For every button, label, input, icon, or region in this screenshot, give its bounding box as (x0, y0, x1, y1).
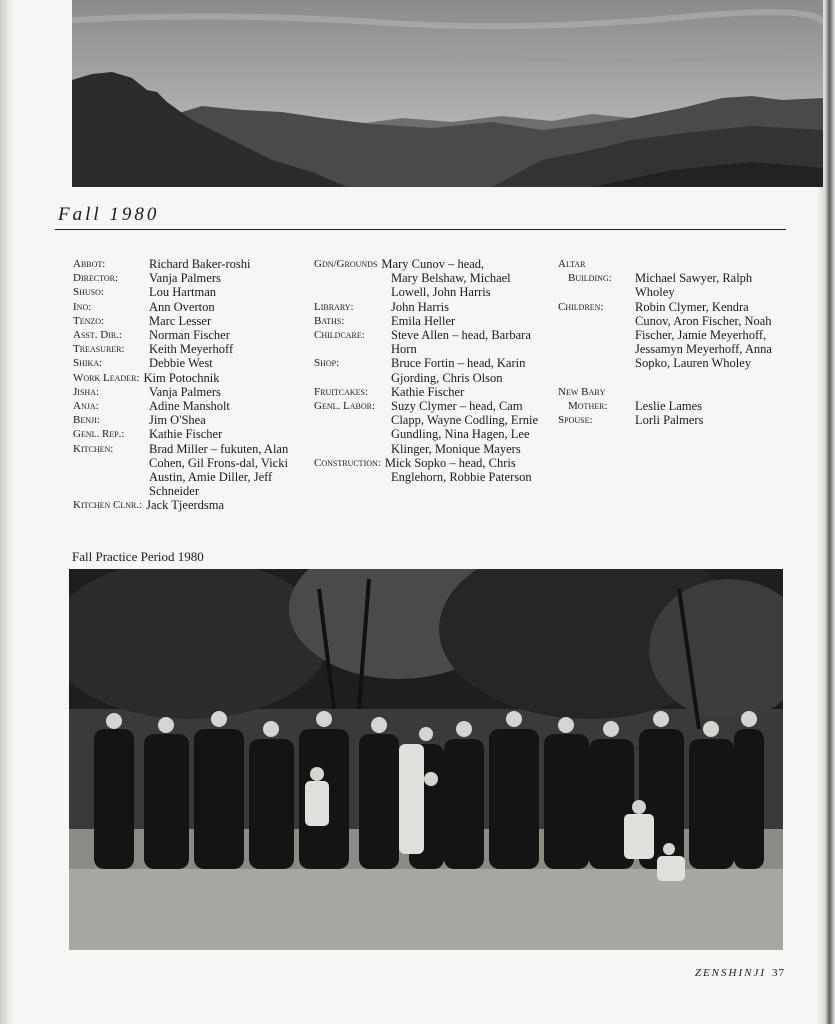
member-names: Mick Sopko – head, Chris (384, 455, 516, 470)
role-label: Director: (73, 272, 119, 285)
roster-entry (314, 456, 549, 484)
photo-caption: Fall Practice Period 1980 (72, 549, 204, 564)
roster-entry (73, 285, 308, 299)
roster-entry (558, 257, 778, 271)
roster-column-1 (73, 257, 308, 513)
member-names: Lorli Palmers (635, 413, 704, 428)
member-names: Kim Potochnik (143, 370, 220, 385)
role-label: Construction: (314, 456, 381, 469)
role-label: Building: (568, 272, 612, 285)
publication-name: ZENSHINJI (694, 967, 766, 979)
roster-entry (73, 371, 308, 385)
roster-entry (73, 427, 308, 441)
member-names: Richard Baker-roshi (149, 257, 251, 271)
roster-entry (314, 328, 549, 356)
roster-entry (73, 328, 308, 342)
role-label: Gdn/Grounds (314, 258, 378, 270)
member-names: Steve Allen – head, Barbara Horn (391, 328, 531, 357)
member-names: Keith Meyerhoff (149, 342, 234, 357)
roster-entry (314, 399, 549, 456)
role-label: Children: (558, 300, 604, 313)
roster-column-2 (314, 257, 549, 484)
role-label: Shop: (314, 357, 340, 370)
roster-entry (73, 314, 308, 328)
role-label: Shuso: (73, 286, 104, 299)
roster-entry (558, 399, 778, 413)
roster-entry (314, 257, 549, 300)
roster-entry (73, 498, 308, 512)
member-names: Ann Overton (149, 299, 215, 314)
role-label: New Baby (558, 385, 606, 398)
member-names: Kathie Fischer (391, 384, 465, 399)
member-names: Vanja Palmers (149, 384, 221, 399)
member-names: Kathie Fischer (149, 427, 223, 442)
roster-entry (73, 442, 308, 499)
member-names: Jack Tjeerdsma (146, 498, 225, 513)
role-label: Genl. Rep.: (73, 428, 125, 441)
page-binding-edge (0, 0, 14, 1024)
member-names: Brad Miller – fukuten, Alan Cohen, Gil Frons-dal, Vicki Austin, Amie Diller, Jeff Schneider (149, 441, 289, 499)
roster-entry (73, 356, 308, 370)
member-names: Vanja Palmers (149, 271, 221, 286)
role-label: Library: (314, 300, 354, 313)
role-label: Benji: (73, 414, 100, 427)
member-names: Bruce Fortin – head, Karin Gjording, Chris Olson (391, 356, 526, 385)
roster-entry (558, 385, 778, 399)
role-label: Tenzo: (73, 314, 105, 327)
member-names: Norman Fischer (149, 328, 230, 343)
role-label: Jisha: (73, 385, 100, 398)
role-label: Treasurer: (73, 343, 125, 356)
page-footer (695, 967, 785, 979)
role-label: Ino: (73, 300, 92, 313)
roster-entry (558, 300, 778, 371)
member-names: Lou Hartman (149, 285, 216, 300)
role-label: Altar (558, 258, 586, 270)
roster-entry (558, 271, 778, 299)
roster-entry (73, 399, 308, 413)
group-photo (69, 569, 783, 950)
mountain-landscape-photo (72, 0, 823, 187)
role-label-spacer (314, 271, 391, 299)
member-names: Suzy Clymer – head, Cam Clapp, Wayne Codling, Ernie Gundling, Nina Hagen, Lee Klinger, Monique Mayers (391, 399, 539, 456)
roster-entry (314, 314, 549, 328)
member-names: Mary Cunov – head, (381, 257, 485, 271)
roster-entry (558, 413, 778, 427)
role-label: Anja: (73, 400, 99, 413)
role-label: Fruitcakes: (314, 385, 369, 398)
roster-column-3 (558, 257, 778, 427)
role-label: Shika: (73, 357, 103, 370)
member-names: Englehorn, Robbie Paterson (391, 470, 532, 485)
role-label: Asst. Dir.: (73, 329, 122, 342)
page-number: 37 (772, 967, 785, 979)
member-names: Leslie Lames (635, 398, 702, 413)
role-label-spacer (314, 470, 391, 484)
section-title: Fall 1980 (58, 204, 160, 225)
roster-entry (73, 271, 308, 285)
roster-entry (314, 300, 549, 314)
member-names: Mary Belshaw, Michael Lowell, John Harris (391, 271, 511, 300)
roster-entry (314, 385, 549, 399)
role-label: Kitchen: (73, 442, 114, 455)
role-label: Mother: (568, 399, 608, 412)
member-names: Jim O'Shea (149, 413, 206, 428)
role-label: Abbot: (73, 258, 106, 270)
member-names: Debbie West (149, 356, 213, 371)
roster-entry (314, 356, 549, 384)
member-names: John Harris (391, 299, 449, 314)
member-names: Robin Clymer, Kendra Cunov, Aron Fischer, Noah Fischer, Jamie Meyerhoff, Jessamyn Meyerhoff, Anna Sopko, Lauren Wholey (635, 299, 772, 371)
member-names: Marc Lesser (149, 313, 212, 328)
roster-entry (73, 257, 308, 271)
roster-entry (73, 300, 308, 314)
role-label: Genl. Labor: (314, 400, 375, 413)
role-label: Kitchen Clnr.: (73, 499, 143, 512)
role-label: Baths: (314, 314, 345, 327)
role-label: Childcare: (314, 329, 365, 342)
member-names: Michael Sawyer, Ralph Wholey (635, 271, 753, 300)
member-names: Emila Heller (391, 313, 456, 328)
roster-entry (73, 413, 308, 427)
role-label: Work Leader: (73, 371, 140, 384)
title-rule (55, 229, 786, 230)
roster-entry (73, 385, 308, 399)
role-label: Spouse: (558, 414, 593, 427)
roster-entry (73, 342, 308, 356)
member-names: Adine Mansholt (149, 399, 230, 414)
